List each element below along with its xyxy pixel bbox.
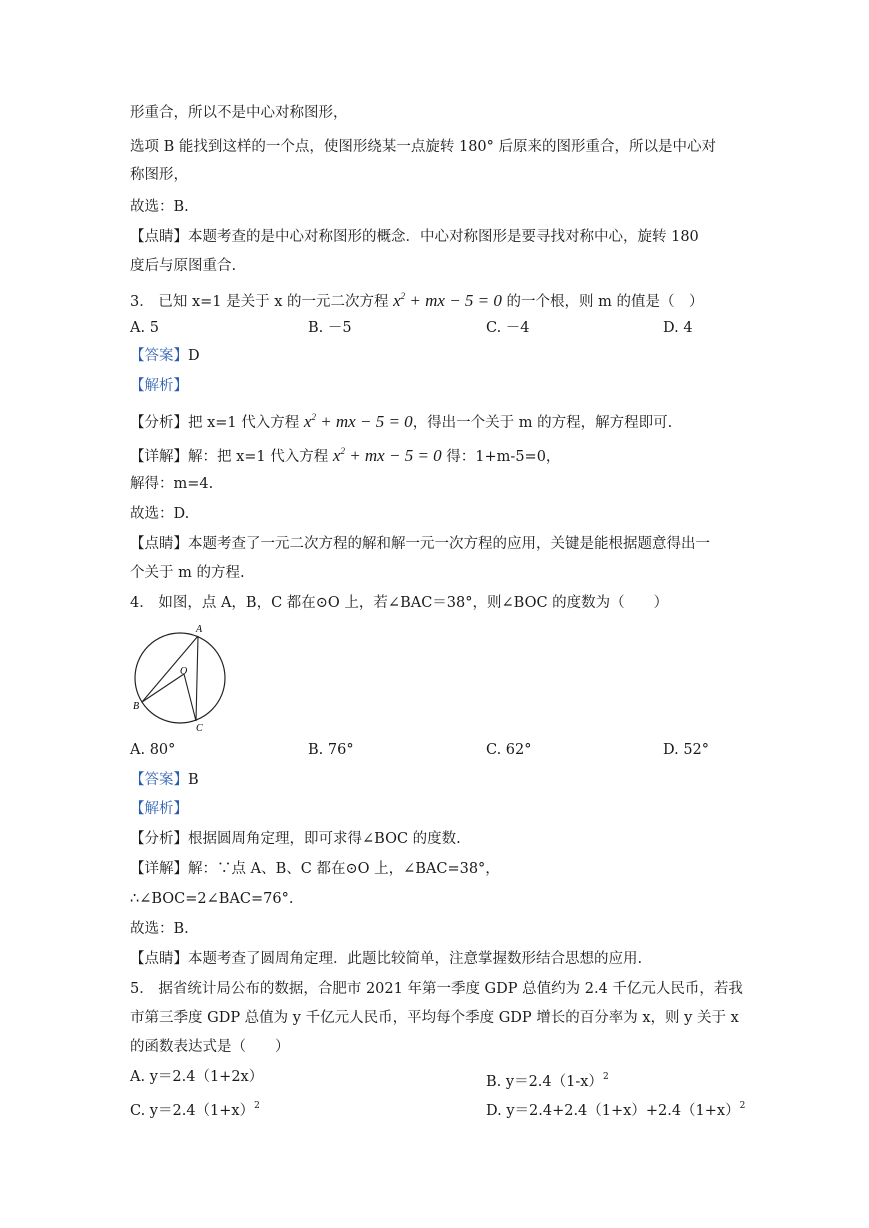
q3-option-a: A. 5 — [130, 320, 159, 336]
dianjing-line — [130, 227, 699, 247]
q3-option-d: D. 4 — [663, 320, 693, 336]
q3-equation — [333, 446, 442, 465]
xiangjie-tag: 【详解】 — [130, 861, 188, 877]
label-b: B — [133, 701, 140, 712]
q5-stem-2: 市第三季度 GDP 总值为 y 千亿元人民币，平均每个季度 GDP 增长的百分率为 x，则 y 关于 x — [130, 1010, 739, 1026]
q3-option-b: B. －5 — [308, 320, 352, 336]
q4-option-b: B. 76° — [308, 742, 354, 758]
dianjing-text: 本题考查了圆周角定理．此题比较简单，注意掌握数形结合思想的应用. — [188, 951, 643, 967]
xiangjie-text: 得：1+m-5=0， — [446, 449, 561, 465]
exponent: 2 — [254, 1101, 260, 1111]
q5-stem-3: 的函数表达式是（ ） — [130, 1039, 290, 1055]
fenxi-tag: 【分析】 — [130, 415, 188, 431]
fenxi-text: ，得出一个关于 m 的方程，解方程即可. — [412, 415, 673, 431]
q4-option-c: C. 62° — [486, 742, 532, 758]
fenxi-tag: 【分析】 — [130, 831, 188, 847]
text-line: 形重合，所以不是中心对称图形， — [130, 105, 348, 121]
q4-fenxi — [130, 829, 461, 849]
q3-stem — [130, 286, 703, 312]
text-line: 度后与原图重合. — [130, 258, 237, 274]
option-text: D. y＝2.4+2.4（1+x）+2.4（1+x） — [486, 1103, 740, 1119]
q3-equation — [304, 412, 413, 431]
exponent: 2 — [739, 1101, 746, 1111]
eq-var: x — [332, 446, 341, 465]
q5-option-a: A. y＝2.4（1+2x） — [130, 1069, 264, 1085]
q4-dianjing — [130, 949, 642, 969]
text-line: 故选：B. — [130, 199, 189, 215]
q4-option-a: A. 80° — [130, 742, 176, 758]
q3-fenxi — [130, 407, 672, 433]
eq-rest: + mx − 5 = 0 — [349, 446, 442, 465]
q4-answer — [130, 770, 199, 790]
eq-rest: + mx − 5 = 0 — [320, 412, 413, 431]
option-text: C. y＝2.4（1+x） — [130, 1103, 255, 1119]
q3-stem-text: 的一个根，则 m 的值是（ ） — [506, 294, 704, 310]
label-c: C — [196, 723, 203, 734]
label-o: O — [180, 666, 188, 677]
answer-value: B — [188, 772, 199, 788]
xiangjie-tag: 【详解】 — [130, 449, 188, 465]
answer-value: D — [188, 348, 200, 364]
q4-analysis-tag: 【解析】 — [130, 801, 188, 817]
q4-xiangjie — [130, 859, 500, 879]
option-text: B. y＝2.4（1-x） — [486, 1074, 603, 1090]
q4-option-d: D. 52° — [663, 742, 710, 758]
q3-answer — [130, 346, 200, 366]
circle-figure — [130, 622, 234, 734]
answer-tag: 【答案】 — [130, 348, 188, 364]
label-a: A — [196, 624, 203, 635]
text-line: ∴∠BOC=2∠BAC=76°. — [130, 891, 294, 907]
dianjing-text: 本题考查了一元二次方程的解和解一元一次方程的应用，关键是能根据题意得出一 — [188, 536, 710, 552]
eq-var: x — [303, 412, 312, 431]
segment-ac — [196, 636, 198, 721]
eq-exponent: 2 — [311, 412, 316, 422]
text-line: 个关于 m 的方程. — [130, 565, 245, 581]
eq-exponent: 2 — [340, 446, 345, 456]
dianjing-tag: 【点睛】 — [130, 229, 188, 245]
exponent: 2 — [602, 1072, 609, 1082]
q5-option-d — [486, 1096, 745, 1121]
dianjing-tag: 【点睛】 — [130, 536, 188, 552]
eq-rest: + mx − 5 = 0 — [409, 291, 502, 310]
dianjing-tag: 【点睛】 — [130, 951, 188, 967]
q3-dianjing — [130, 534, 710, 554]
text-line: 解得：m=4. — [130, 476, 214, 492]
q3-equation — [393, 291, 502, 310]
eq-exponent: 2 — [400, 291, 406, 301]
q5-option-b — [486, 1067, 609, 1092]
answer-tag: 【答案】 — [130, 772, 188, 788]
text-line: 故选：D. — [130, 506, 190, 522]
q3-stem-text: 3． 已知 x=1 是关于 x 的一元二次方程 — [130, 294, 389, 310]
dianjing-text: 本题考查的是中心对称图形的概念．中心对称图形是要寻找对称中心，旋转 180 — [188, 229, 699, 245]
segment-ob — [142, 674, 184, 702]
circle-o — [135, 633, 225, 723]
xiangjie-text: 解：把 x=1 代入方程 — [188, 449, 329, 465]
segment-oc — [184, 674, 196, 721]
q3-analysis-tag: 【解析】 — [130, 378, 188, 394]
text-line: 称图形， — [130, 167, 188, 183]
eq-var: x — [393, 291, 401, 310]
q3-xiangjie — [130, 441, 560, 467]
q3-option-c: C. －4 — [486, 320, 530, 336]
fenxi-text: 根据圆周角定理，即可求得∠BOC 的度数. — [188, 831, 461, 847]
xiangjie-text: 解：∵点 A、B、C 都在⊙O 上，∠BAC=38°， — [188, 861, 500, 877]
text-line: 故选：B. — [130, 921, 189, 937]
q4-stem: 4． 如图，点 A，B，C 都在⊙O 上，若∠BAC＝38°，则∠BOC 的度数为（ ） — [130, 595, 669, 611]
q5-option-c — [130, 1096, 260, 1121]
fenxi-text: 把 x=1 代入方程 — [188, 415, 300, 431]
q5-stem-1: 5． 据省统计局公布的数据，合肥市 2021 年第一季度 GDP 总值约为 2.4 千亿元人民币，若我 — [130, 981, 743, 997]
text-line: 选项 B 能找到这样的一个点，使图形绕某一点旋转 180° 后原来的图形重合，所以是中心对 — [130, 139, 717, 155]
segment-ab — [142, 636, 198, 702]
